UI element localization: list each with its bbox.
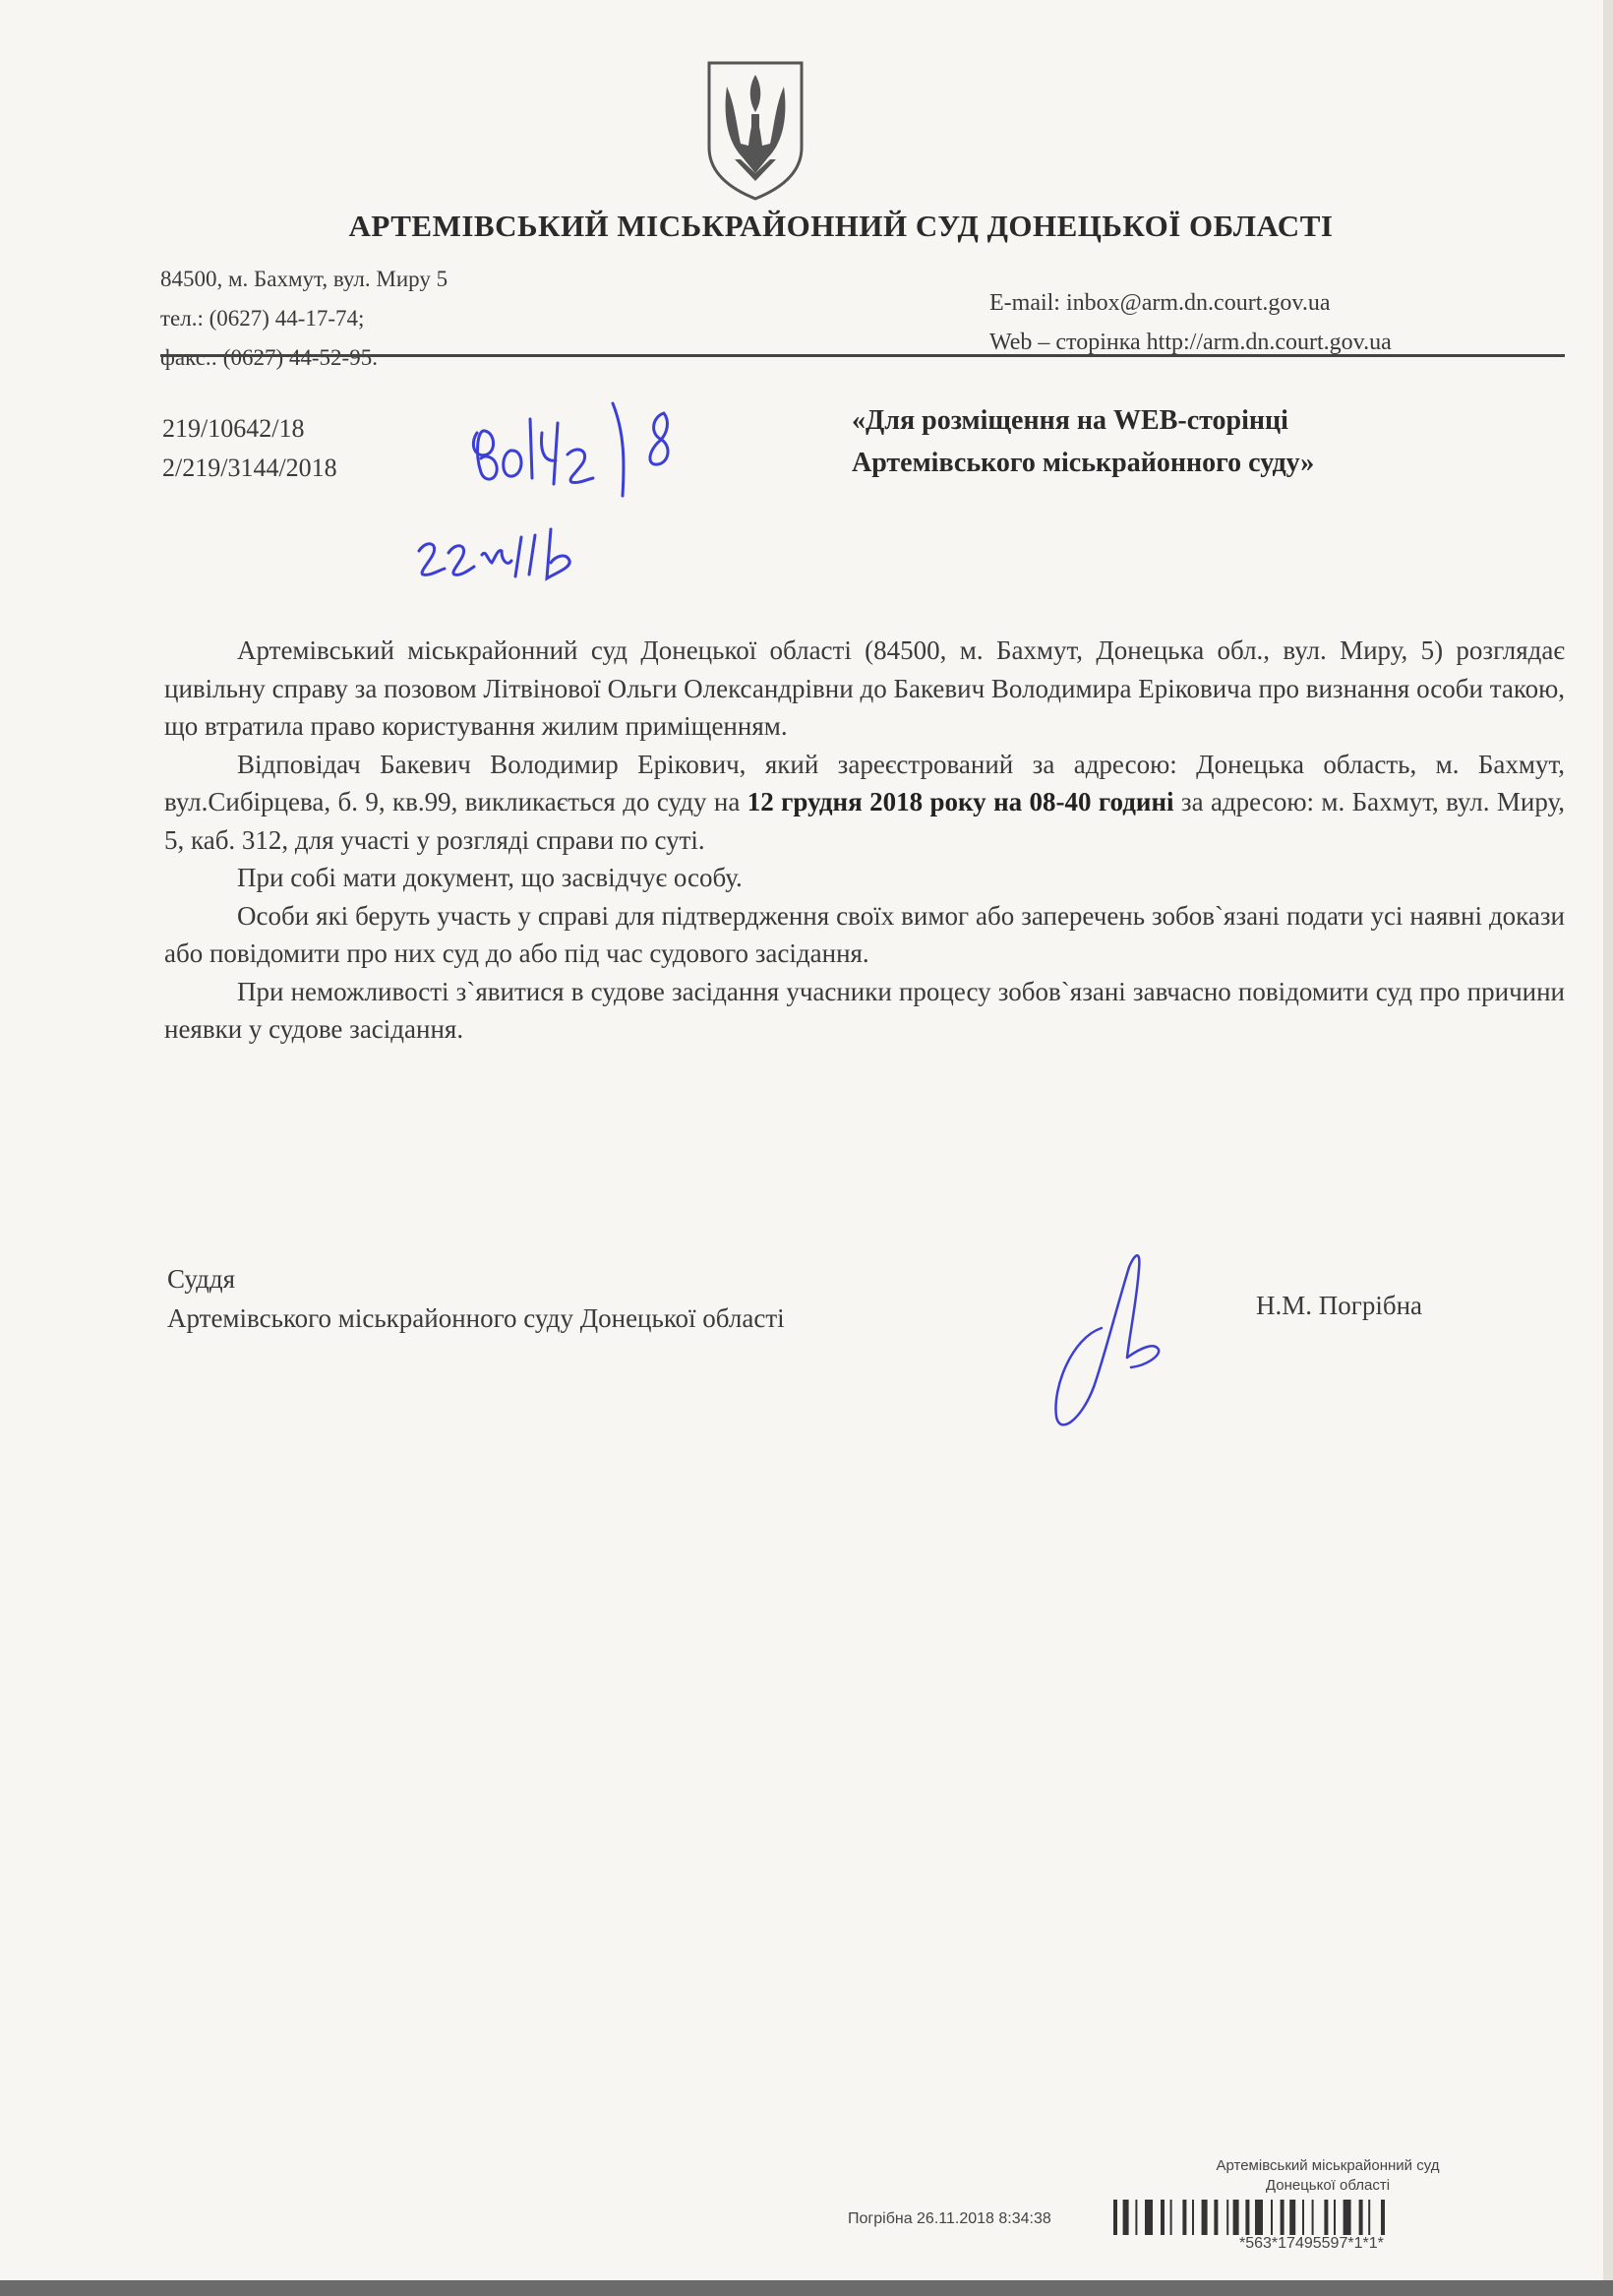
- court-fax: факс.: (0627) 44-52-95.: [160, 345, 378, 370]
- barcode: [1109, 2200, 1580, 2235]
- judge-court: Артемівського міськрайонного суду Донецької області: [167, 1303, 785, 1333]
- addressee-block: [852, 399, 1314, 484]
- body-p2-part-b: за адресою: м. Бахмут, вул. Миру, 5, каб. 312, для участі у розгляді справи по суті.: [164, 787, 1566, 855]
- handwritten-registration-number: [467, 393, 703, 502]
- body-paragraph-4: Особи які беруть участь у справі для підтвердження своїх вимог або заперечень зобов`язані подати усі наявні докази або повідомити про них суд до або під час судового засідання.: [164, 900, 1565, 968]
- page-edge-shadow: [1603, 0, 1613, 2296]
- handwritten-date: [413, 521, 590, 590]
- signature-label: [167, 1259, 785, 1338]
- handwritten-signature: [1033, 1249, 1190, 1436]
- court-phone: тел.: (0627) 44-17-74;: [160, 306, 365, 331]
- trident-emblem-icon: [701, 57, 809, 203]
- body-paragraph-1: Артемівський міськрайонний суд Донецької області (84500, м. Бахмут, Донецька обл., вул. Миру, 5) розглядає цивільну справу за позовом Літвінової Ольги Олександрівни до Бакевич Володимира Еріковича про визнання особи такою, що втратила право користування жилим приміщенням.: [164, 635, 1565, 741]
- body-paragraph-5: При неможливості з`явитися в судове засідання учасники процесу зобов`язані завчасно повідомити суд про причини неявки у судове засідання.: [164, 976, 1565, 1044]
- contact-block-right: [989, 283, 1392, 362]
- court-website: Web – сторінка http://arm.dn.court.gov.ua: [989, 330, 1392, 355]
- registry-stamp-court: [1161, 2156, 1495, 2196]
- case-ref-1: 219/10642/18: [162, 414, 305, 443]
- hearing-date-time: 12 грудня 2018 року на 08-40 годині: [747, 787, 1174, 816]
- court-address: 84500, м. Бахмут, вул. Миру 5: [160, 267, 448, 291]
- body-paragraph-3: При собі мати документ, що засвідчує особу.: [237, 863, 743, 892]
- court-title: АРТЕМІВСЬКИЙ МІСЬКРАЙОННИЙ СУД ДОНЕЦЬКОЇ ОБЛАСТІ: [348, 209, 1334, 243]
- addressee-line-2: Артемівського міськрайонного суду»: [852, 448, 1315, 478]
- scan-bottom-edge: [0, 2280, 1613, 2296]
- header-divider: [160, 354, 1565, 357]
- body-p2-part-a: Відповідач Бакевич Володимир Ерікович, який зареєстрований за адресою: Донецька область, м. Бахмут, вул.Сибірцева, б. 9, кв.99, викликається до суду на: [164, 749, 1565, 816]
- contact-block-left: [160, 260, 448, 378]
- stamp-court-line-1: Артемівський міськрайонний суд: [1216, 2157, 1440, 2174]
- case-ref-2: 2/219/3144/2018: [162, 453, 337, 482]
- judge-title: Суддя: [167, 1264, 236, 1294]
- judge-name: Н.М. Погрібна: [1256, 1291, 1423, 1320]
- summons-body: [164, 632, 1565, 1049]
- barcode-code: *563*17495597*1*1*: [1239, 2235, 1384, 2252]
- case-references: [162, 409, 337, 488]
- body-paragraph-2: [164, 746, 1565, 860]
- addressee-line-1: «Для розміщення на WEB-сторінці: [852, 405, 1288, 436]
- registry-stamp-meta: Погрібна 26.11.2018 8:34:38: [848, 2210, 1051, 2227]
- stamp-court-line-2: Донецької області: [1265, 2177, 1391, 2194]
- court-email: E-mail: inbox@arm.dn.court.gov.ua: [989, 290, 1331, 316]
